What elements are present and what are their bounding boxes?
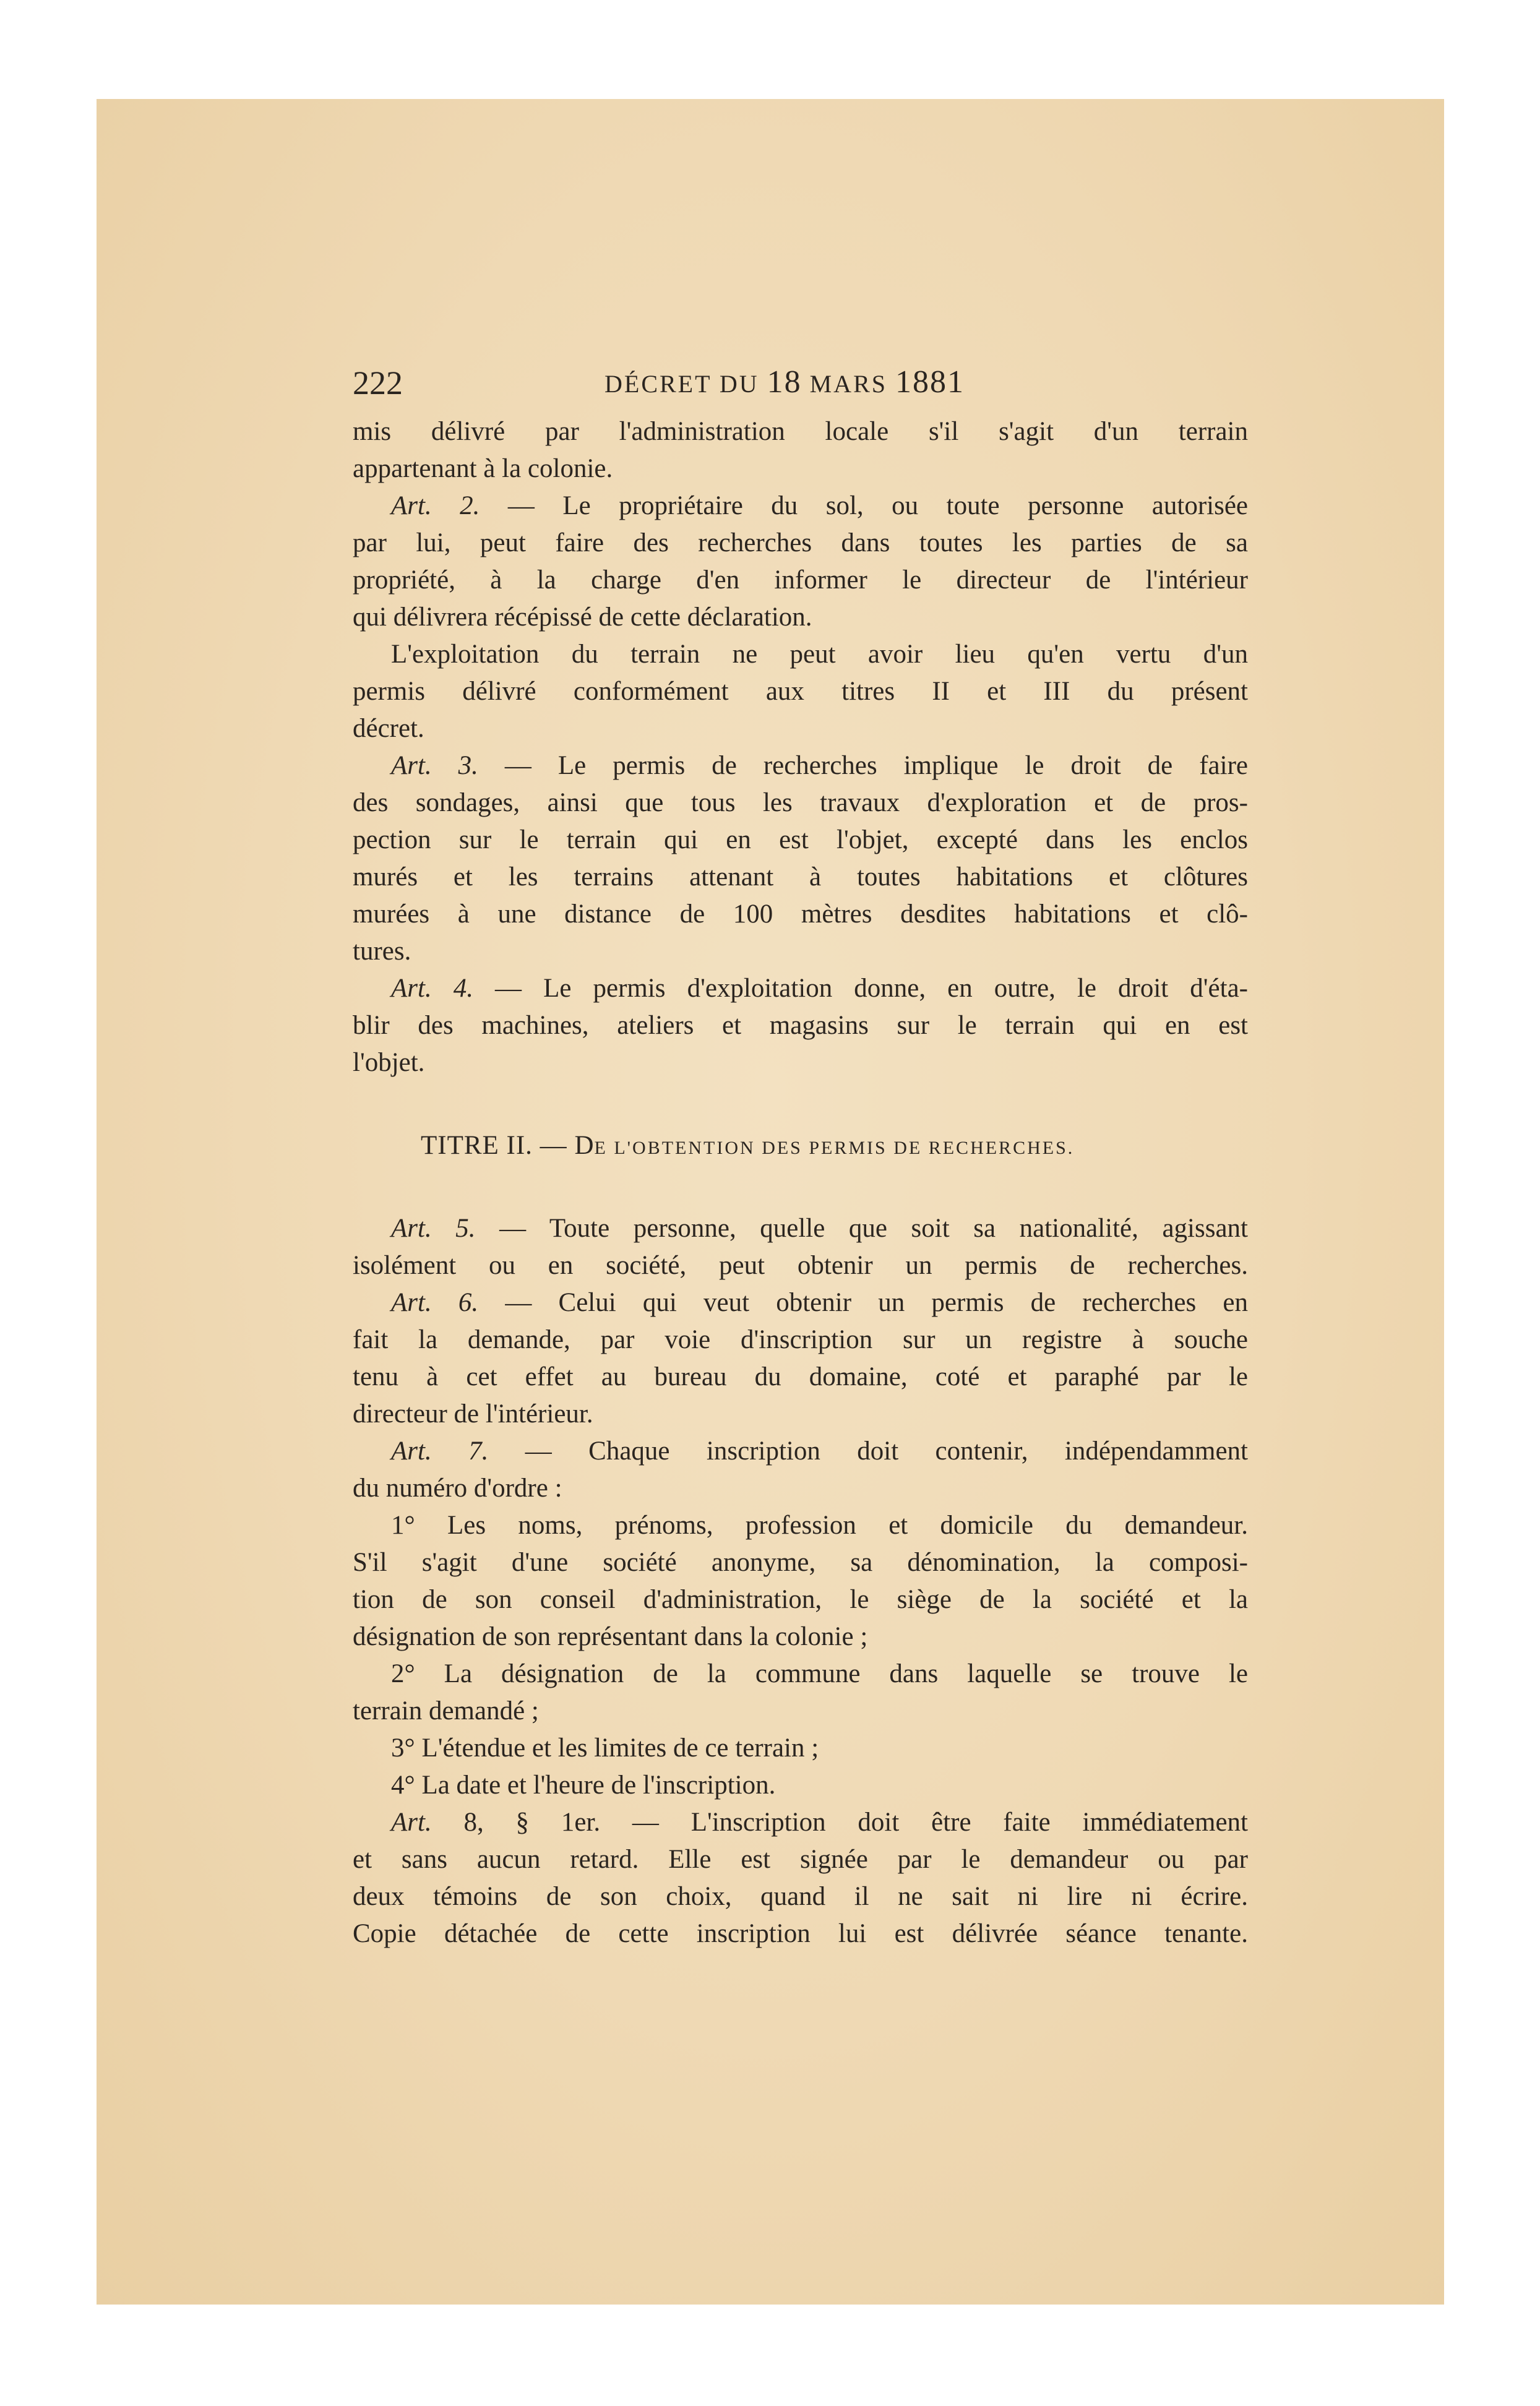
text-line: L'exploitation du terrain ne peut avoir lieu qu'en vertu d'un bbox=[391, 640, 1248, 669]
article-6-line: Art. 6. — Celui qui veut obtenir un permis de recherches en bbox=[391, 1288, 1248, 1317]
list-item: 4° La date et l'heure de l'inscription. bbox=[391, 1771, 776, 1800]
list-item: 2° La désignation de la commune dans laquelle se trouve le bbox=[391, 1659, 1248, 1688]
text-line: murés et les terrains attenant à toutes habitations et clôtures bbox=[353, 862, 1248, 892]
text-line: terrain demandé ; bbox=[353, 1696, 539, 1725]
text-line: tenu à cet effet au bureau du domaine, coté et paraphé par le bbox=[353, 1362, 1248, 1391]
text-line: Copie détachée de cette inscription lui est délivrée séance tenante. bbox=[353, 1919, 1248, 1948]
running-title: DÉCRET DU 18 MARS 1881 bbox=[604, 364, 965, 400]
text-line: mis délivré par l'administration locale s'il s'agit d'un terrain bbox=[353, 417, 1248, 446]
text-line: blir des machines, ateliers et magasins sur le terrain qui en est bbox=[353, 1011, 1248, 1040]
running-header bbox=[353, 364, 1248, 413]
article-2-line: Art. 2. — Le propriétaire du sol, ou toute personne autorisée bbox=[391, 491, 1248, 520]
text-line: décret. bbox=[353, 714, 424, 743]
text-line: appartenant à la colonie. bbox=[353, 454, 613, 483]
text-line: tion de son conseil d'administration, le siège de la société et la bbox=[353, 1585, 1248, 1614]
text-line: S'il s'agit d'une société anonyme, sa dénomination, la composi- bbox=[353, 1548, 1248, 1577]
article-3-line: Art. 3. — Le permis de recherches implique le droit de faire bbox=[391, 751, 1248, 780]
text-line: l'objet. bbox=[353, 1048, 425, 1077]
text-line: directeur de l'intérieur. bbox=[353, 1399, 593, 1429]
page-text bbox=[353, 364, 1248, 1953]
text-line: pection sur le terrain qui en est l'objet, excepté dans les enclos bbox=[353, 825, 1248, 854]
text-line: désignation de son représentant dans la colonie ; bbox=[353, 1622, 868, 1651]
text-line: des sondages, ainsi que tous les travaux d'exploration et de pros- bbox=[353, 788, 1248, 817]
page-number: 222 bbox=[353, 364, 403, 402]
text-line: murées à une distance de 100 mètres desdites habitations et clô- bbox=[353, 900, 1248, 929]
list-item: 1° Les noms, prénoms, profession et domicile du demandeur. bbox=[391, 1511, 1248, 1540]
text-line: et sans aucun retard. Elle est signée par le demandeur ou par bbox=[353, 1845, 1248, 1874]
text-line: isolément ou en société, peut obtenir un permis de recherches. bbox=[353, 1251, 1248, 1280]
text-line: qui délivrera récépissé de cette déclaration. bbox=[353, 603, 812, 632]
article-8-line: Art. 8, § 1er. — L'inscription doit être faite immédiatement bbox=[391, 1808, 1248, 1837]
article-5-line: Art. 5. — Toute personne, quelle que soit sa nationalité, agissant bbox=[391, 1214, 1248, 1243]
text-line: tures. bbox=[353, 937, 411, 966]
text-line: fait la demande, par voie d'inscription sur un registre à souche bbox=[353, 1325, 1248, 1354]
text-line: du numéro d'ordre : bbox=[353, 1474, 562, 1503]
text-line: deux témoins de son choix, quand il ne sait ni lire ni écrire. bbox=[353, 1882, 1248, 1911]
text-line: permis délivré conformément aux titres II et III du présent bbox=[353, 677, 1248, 706]
article-7-line: Art. 7. — Chaque inscription doit contenir, indépendamment bbox=[391, 1437, 1248, 1466]
list-item: 3° L'étendue et les limites de ce terrain ; bbox=[391, 1734, 819, 1763]
text-line: par lui, peut faire des recherches dans toutes les parties de sa bbox=[353, 528, 1248, 557]
section-title: TITRE II. — DE L'OBTENTION DES PERMIS DE RECHERCHES. bbox=[421, 1131, 1075, 1160]
article-4-line: Art. 4. — Le permis d'exploitation donne, en outre, le droit d'éta- bbox=[391, 974, 1248, 1003]
text-line: propriété, à la charge d'en informer le directeur de l'intérieur bbox=[353, 565, 1248, 595]
